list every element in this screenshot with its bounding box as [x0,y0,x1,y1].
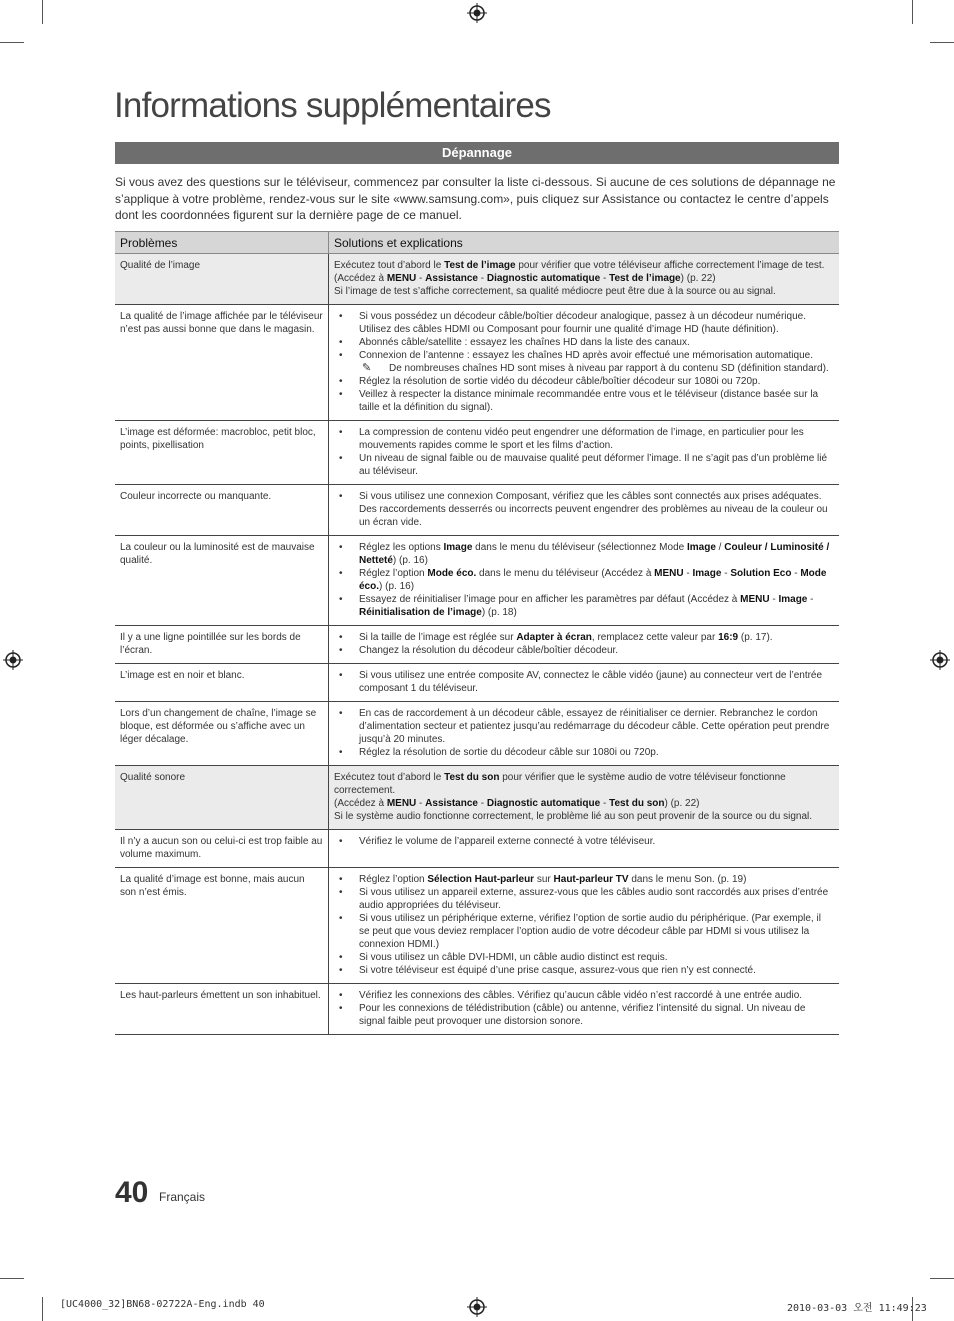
problem-cell: Couleur incorrecte ou manquante. [115,485,329,536]
list-item: • Abonnés câble/satellite : essayez les chaînes HD dans la liste des canaux. [334,336,834,349]
registration-mark-icon [467,3,487,23]
list-item: • Un niveau de signal faible ou de mauvaise qualité peut déformer l’image. Il ne s’agit pas d’un problème lié au téléviseur. [334,452,834,478]
solution-list [334,873,834,977]
solution-list [334,541,834,619]
list-item: • Si vous possédez un décodeur câble/boîtier décodeur analogique, passez à un décodeur numérique. Utilisez des câbles HDMI ou Composant pour fournir une qualité d’image HD (haute définition). [334,310,834,336]
list-item: • Si votre téléviseur est équipé d’une prise casque, assurez-vous que rien n’y est connecté. [334,964,834,977]
solution-cell [329,830,840,868]
solution-cell [329,305,840,421]
registration-mark-icon [3,650,23,670]
solution-text: (Accédez à MENU - Assistance - Diagnostic automatique - Test du son) (p. 22) [334,798,700,809]
problem-cell: Lors d’un changement de chaîne, l’image se bloque, est déformée ou s’affiche avec un léger décalage. [115,702,329,766]
crop-mark [0,1278,24,1279]
table-row [115,766,839,830]
note-item: ✎ De nombreuses chaînes HD sont mises à niveau par rapport à du contenu SD (définition standard). [362,362,829,374]
crop-mark [912,0,913,24]
section-header: Dépannage [115,142,839,164]
solution-text: Si le système audio fonctionne correctement, le problème lié au son peut provenir de la source ou du signal. [334,811,813,822]
list-item: • Réglez l’option Mode éco. dans le menu du téléviseur (Accédez à MENU - Image - Solution Eco - Mode éco.) (p. 16) [334,567,834,593]
crop-mark [930,42,954,43]
table-row [115,868,839,984]
page-number: 40 [115,1176,149,1209]
table-row [115,702,839,766]
list-item: • Si vous utilisez un périphérique externe, vérifiez l’option de sortie audio du périphérique. (Par exemple, il se peut que vous deviez remplacer l’option audio de votre décodeur câble par HDMI si vous utilisez la connexion HDMI.) [334,912,834,951]
table-row [115,664,839,702]
troubleshooting-table [115,231,839,1035]
table-row [115,830,839,868]
list-item: • Vérifiez le volume de l’appareil externe connecté à votre téléviseur. [334,835,834,848]
crop-mark [0,42,24,43]
solution-text: Exécutez tout d’abord le Test du son pour vérifier que le système audio de votre téléviseur fonctionne correctement. [334,772,786,796]
crop-mark [930,1278,954,1279]
table-row [115,984,839,1035]
solution-list [334,631,834,657]
solution-cell [329,626,840,664]
table-row [115,421,839,485]
solution-cell [329,536,840,626]
problem-cell: La couleur ou la luminosité est de mauvaise qualité. [115,536,329,626]
list-item: • Si vous utilisez un câble DVI-HDMI, un câble audio distinct est requis. [334,951,834,964]
list-item: • Réglez les options Image dans le menu du téléviseur (sélectionnez Mode Image / Couleur / Luminosité / Netteté) (p. 16) [334,541,834,567]
intro-paragraph: Si vous avez des questions sur le téléviseur, commencez par consulter la liste ci-dessous. Si aucune de ces solutions de dépannage ne s’applique à votre problème, rendez-vous sur le site «www.samsung.com», puis cliquez sur Assistance ou contactez le centre d’appels dont les coordonnées figurent sur la dernière page de ce manuel. [115,175,836,222]
solution-cell [329,766,840,830]
solution-cell [329,485,840,536]
list-item: • Si vous utilisez un appareil externe, assurez-vous que les câbles audio sont raccordés aux prises d’entrée audio appropriées du téléviseur. [334,886,834,912]
list-item: • La compression de contenu vidéo peut engendrer une déformation de l’image, en particulier pour les mouvements rapides comme le sport et les films d’action. [334,426,834,452]
problem-cell: La qualité d’image est bonne, mais aucun son n’est émis. [115,868,329,984]
list-item: • Veillez à respecter la distance minimale recommandée entre vous et le téléviseur (distance basée sur la taille et la définition du signal). [334,388,834,414]
table-row [115,485,839,536]
solution-list [334,426,834,478]
solution-list [334,490,834,529]
list-item: • Si vous utilisez une connexion Composant, vérifiez que les câbles sont connectés aux prises adéquates. Des raccordements desserrés ou incorrects peuvent engendrer des problèmes au niveau de la couleur ou un écran vide. [334,490,834,529]
list-item: • Changez la résolution du décodeur câble/boîtier décodeur. [334,644,834,657]
solution-list [334,989,834,1028]
crop-mark [42,1297,43,1321]
problem-cell: L’image est déformée: macrobloc, petit bloc, points, pixellisation [115,421,329,485]
registration-mark-icon [930,650,950,670]
footer-file: [UC4000_32]BN68-02722A-Eng.indb 40 [60,1299,265,1310]
list-item: • Réglez la résolution de sortie du décodeur câble sur 1080i ou 720p. [334,746,834,759]
page-language: Français [159,1190,206,1204]
page-title: Informations supplémentaires [114,86,551,125]
table-row [115,626,839,664]
solution-list [334,669,834,695]
solution-list [334,310,834,414]
list-item: • En cas de raccordement à un décodeur câble, essayez de réinitialiser ce dernier. Rebranchez le cordon d’alimentation secteur et patientez jusqu’au redémarrage du décodeur câble. Cette opération peut prendre jusqu’à 20 minutes. [334,707,834,746]
list-item: • Si vous utilisez une entrée composite AV, connectez le câble vidéo (jaune) au connecteur vert de l’entrée composant 1 du téléviseur. [334,669,834,695]
header-problems: Problèmes [115,232,329,254]
solution-text: Exécutez tout d’abord le Test de l’image pour vérifier que votre téléviseur affiche correctement l’image de test. (Accédez à MENU - Assistance - Diagnostic automatique - Test de l’image) (p. 22) [334,260,825,284]
solution-cell [329,664,840,702]
list-item: • Essayez de réinitialiser l’image pour en afficher les paramètres par défaut (Accédez à MENU - Image - Réinitialisation de l’image) (p. 18) [334,593,834,619]
solution-cell [329,421,840,485]
list-item: • Réglez la résolution de sortie vidéo du décodeur câble/boîtier décodeur sur 1080i ou 720p. [334,375,834,388]
list-item: • Si la taille de l’image est réglée sur Adapter à écran, remplacez cette valeur par 16:9 (p. 17). [334,631,834,644]
list-item: • Connexion de l’antenne : essayez les chaînes HD après avoir effectué une mémorisation automatique. [334,349,834,362]
solution-cell [329,702,840,766]
problem-cell: L’image est en noir et blanc. [115,664,329,702]
list-item: • Vérifiez les connexions des câbles. Vérifiez qu’aucun câble vidéo n’est raccordé à une entrée audio. [334,989,834,1002]
list-item: • Réglez l’option Sélection Haut-parleur sur Haut-parleur TV dans le menu Son. (p. 19) [334,873,834,886]
problem-cell: La qualité de l’image affichée par le téléviseur n’est pas aussi bonne que dans le magasin. [115,305,329,421]
table-row [115,254,839,305]
solution-cell [329,868,840,984]
problem-cell: Qualité de l’image [115,254,329,305]
solution-cell [329,984,840,1035]
problem-cell: Il y a une ligne pointillée sur les bords de l’écran. [115,626,329,664]
header-solutions: Solutions et explications [329,232,840,254]
solution-list [334,835,834,848]
solution-list [334,707,834,759]
problem-cell: Les haut-parleurs émettent un son inhabituel. [115,984,329,1035]
solution-cell [329,254,840,305]
crop-mark [42,0,43,24]
problem-cell: Qualité sonore [115,766,329,830]
table-row [115,305,839,421]
table-row [115,536,839,626]
solution-text: Si l’image de test s’affiche correctement, sa qualité médiocre peut être due à la source ou au signal. [334,286,776,297]
note-pencil-icon: ✎ [362,362,372,374]
problem-cell: Il n’y a aucun son ou celui-ci est trop faible au volume maximum. [115,830,329,868]
table-header-row [115,232,839,254]
footer-timestamp: 2010-03-03 오전 11:49:23 [787,1303,927,1314]
registration-mark-icon [467,1297,487,1317]
list-item: • Pour les connexions de télédistribution (câble) ou antenne, vérifiez l’intensité du signal. Un niveau de signal faible peut provoquer une distorsion sonore. [334,1002,834,1028]
